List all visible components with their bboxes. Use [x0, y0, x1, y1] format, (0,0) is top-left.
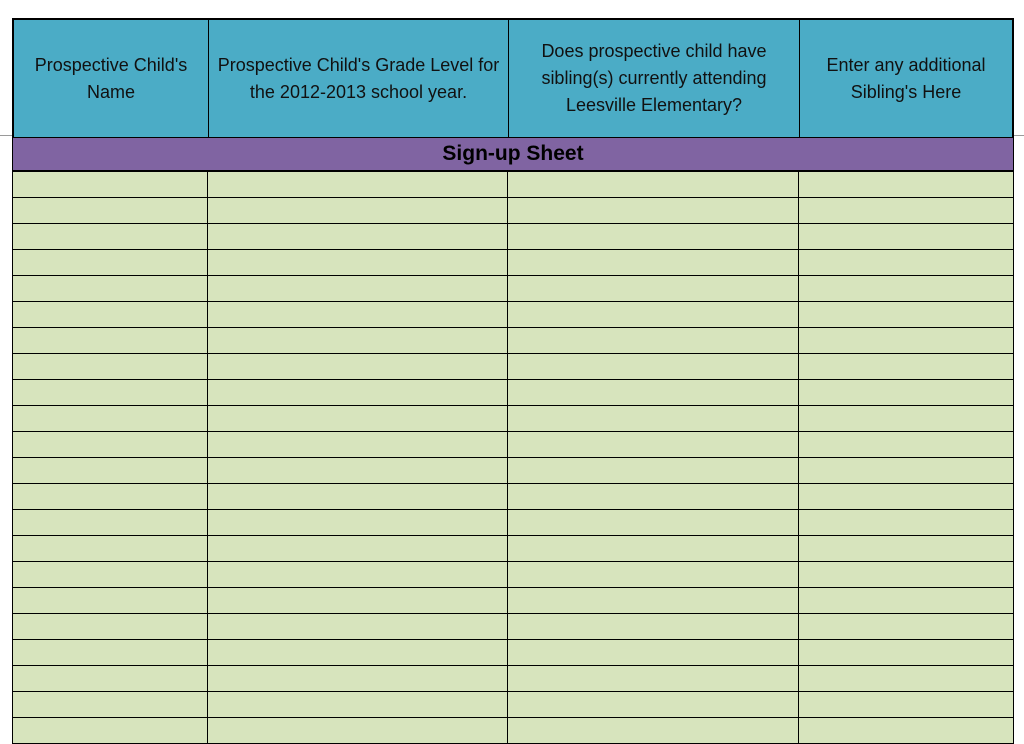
child-name-cell[interactable] [13, 302, 208, 327]
sibling-attending-cell[interactable] [508, 666, 799, 691]
additional-siblings-cell[interactable] [799, 406, 1013, 431]
table-row [13, 614, 1013, 640]
sheet-title-band [12, 138, 1014, 172]
entry-grid [12, 172, 1014, 744]
grade-level-cell[interactable] [208, 380, 508, 405]
child-name-cell[interactable] [13, 380, 208, 405]
additional-siblings-cell[interactable] [799, 536, 1013, 561]
additional-siblings-cell[interactable] [799, 198, 1013, 223]
grade-level-cell[interactable] [208, 328, 508, 353]
additional-siblings-cell[interactable] [799, 224, 1013, 249]
sheet-edge-line-left [0, 135, 12, 136]
table-row [13, 250, 1013, 276]
sheet-title: Sign-up Sheet [442, 142, 584, 165]
sibling-attending-cell[interactable] [508, 354, 799, 379]
table-row [13, 380, 1013, 406]
sibling-attending-cell[interactable] [508, 224, 799, 249]
child-name-cell[interactable] [13, 354, 208, 379]
child-name-cell[interactable] [13, 198, 208, 223]
child-name-cell[interactable] [13, 588, 208, 613]
table-row [13, 562, 1013, 588]
child-name-cell[interactable] [13, 614, 208, 639]
grade-level-cell[interactable] [208, 562, 508, 587]
grade-level-cell[interactable] [208, 666, 508, 691]
child-name-cell[interactable] [13, 458, 208, 483]
grade-level-cell[interactable] [208, 432, 508, 457]
table-row [13, 484, 1013, 510]
child-name-cell[interactable] [13, 536, 208, 561]
grade-level-cell[interactable] [208, 302, 508, 327]
table-row [13, 354, 1013, 380]
table-row [13, 432, 1013, 458]
table-row [13, 406, 1013, 432]
child-name-cell[interactable] [13, 276, 208, 301]
sibling-attending-cell[interactable] [508, 380, 799, 405]
table-row [13, 666, 1013, 692]
child-name-cell[interactable] [13, 224, 208, 249]
grade-level-cell[interactable] [208, 692, 508, 717]
sibling-attending-cell[interactable] [508, 536, 799, 561]
additional-siblings-cell[interactable] [799, 718, 1013, 743]
table-row [13, 224, 1013, 250]
header-grade-level-label: Prospective Child's Grade Level for the 2012-2013 school year. [217, 54, 500, 102]
child-name-cell[interactable] [13, 432, 208, 457]
grade-level-cell[interactable] [208, 510, 508, 535]
sibling-attending-cell[interactable] [508, 484, 799, 509]
child-name-cell[interactable] [13, 484, 208, 509]
additional-siblings-cell[interactable] [799, 484, 1013, 509]
grade-level-cell[interactable] [208, 718, 508, 743]
sibling-attending-cell[interactable] [508, 276, 799, 301]
table-row [13, 458, 1013, 484]
table-row [13, 640, 1013, 666]
table-row [13, 692, 1013, 718]
sibling-attending-cell[interactable] [508, 302, 799, 327]
table-row [13, 510, 1013, 536]
sibling-attending-cell[interactable] [508, 250, 799, 275]
additional-siblings-cell[interactable] [799, 562, 1013, 587]
additional-siblings-cell[interactable] [799, 250, 1013, 275]
grade-level-cell[interactable] [208, 250, 508, 275]
table-row [13, 198, 1013, 224]
table-row [13, 302, 1013, 328]
additional-siblings-cell[interactable] [799, 328, 1013, 353]
sibling-attending-cell[interactable] [508, 432, 799, 457]
sibling-attending-cell[interactable] [508, 640, 799, 665]
sibling-attending-cell[interactable] [508, 458, 799, 483]
additional-siblings-cell[interactable] [799, 302, 1013, 327]
child-name-cell[interactable] [13, 640, 208, 665]
grade-level-cell[interactable] [208, 588, 508, 613]
additional-siblings-cell[interactable] [799, 510, 1013, 535]
child-name-cell[interactable] [13, 250, 208, 275]
child-name-cell[interactable] [13, 172, 208, 197]
additional-siblings-cell[interactable] [799, 380, 1013, 405]
table-row [13, 172, 1013, 198]
table-row [13, 718, 1013, 744]
sheet-edge-line-right [1014, 135, 1024, 136]
sibling-attending-cell[interactable] [508, 328, 799, 353]
grade-level-cell[interactable] [208, 536, 508, 561]
sibling-attending-cell[interactable] [508, 614, 799, 639]
sibling-attending-cell[interactable] [508, 406, 799, 431]
table-row [13, 588, 1013, 614]
table-row [13, 276, 1013, 302]
grade-level-cell[interactable] [208, 224, 508, 249]
header-additional-siblings[interactable] [800, 20, 1012, 137]
sibling-attending-cell[interactable] [508, 588, 799, 613]
grade-level-cell[interactable] [208, 198, 508, 223]
child-name-cell[interactable] [13, 692, 208, 717]
grade-level-cell[interactable] [208, 354, 508, 379]
child-name-cell[interactable] [13, 562, 208, 587]
grade-level-cell[interactable] [208, 406, 508, 431]
additional-siblings-cell[interactable] [799, 692, 1013, 717]
header-row [12, 18, 1014, 138]
grade-level-cell[interactable] [208, 458, 508, 483]
sibling-attending-cell[interactable] [508, 562, 799, 587]
sibling-attending-cell[interactable] [508, 510, 799, 535]
additional-siblings-cell[interactable] [799, 172, 1013, 197]
sibling-attending-cell[interactable] [508, 198, 799, 223]
child-name-cell[interactable] [13, 510, 208, 535]
child-name-cell[interactable] [13, 328, 208, 353]
grade-level-cell[interactable] [208, 276, 508, 301]
grade-level-cell[interactable] [208, 484, 508, 509]
header-grade-level[interactable] [209, 20, 509, 137]
table-row [13, 536, 1013, 562]
additional-siblings-cell[interactable] [799, 614, 1013, 639]
header-additional-siblings-label: Enter any additional Sibling's Here [826, 54, 986, 102]
additional-siblings-cell[interactable] [799, 354, 1013, 379]
header-child-name-label: Prospective Child's Name [34, 54, 188, 102]
additional-siblings-cell[interactable] [799, 588, 1013, 613]
signup-sheet [12, 18, 1014, 744]
additional-siblings-cell[interactable] [799, 276, 1013, 301]
grade-level-cell[interactable] [208, 614, 508, 639]
header-sibling-attending[interactable] [509, 20, 800, 137]
sibling-attending-cell[interactable] [508, 172, 799, 197]
table-row [13, 328, 1013, 354]
sibling-attending-cell[interactable] [508, 718, 799, 743]
child-name-cell[interactable] [13, 718, 208, 743]
grade-level-cell[interactable] [208, 640, 508, 665]
additional-siblings-cell[interactable] [799, 666, 1013, 691]
sibling-attending-cell[interactable] [508, 692, 799, 717]
additional-siblings-cell[interactable] [799, 458, 1013, 483]
header-child-name[interactable] [14, 20, 209, 137]
additional-siblings-cell[interactable] [799, 640, 1013, 665]
additional-siblings-cell[interactable] [799, 432, 1013, 457]
header-sibling-attending-label: Does prospective child have sibling(s) currently attending Leesville Elementary? [541, 41, 767, 115]
grade-level-cell[interactable] [208, 172, 508, 197]
child-name-cell[interactable] [13, 666, 208, 691]
child-name-cell[interactable] [13, 406, 208, 431]
